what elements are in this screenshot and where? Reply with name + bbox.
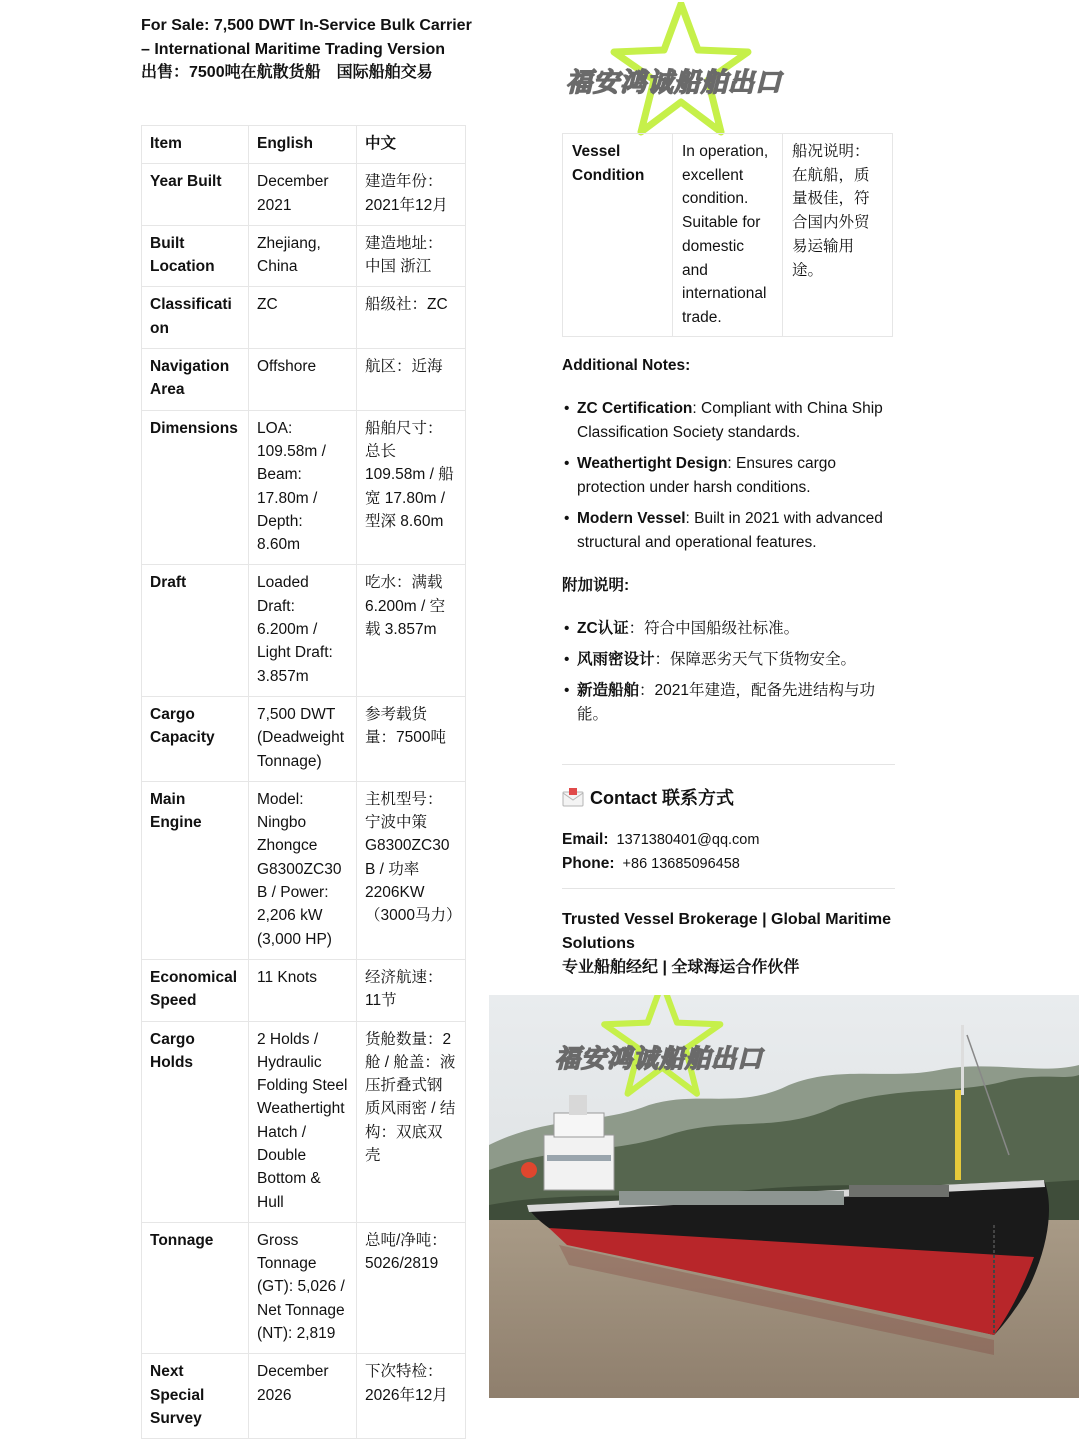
title-line-1: For Sale: 7,500 DWT In-Service Bulk Carrier (141, 17, 472, 34)
spec-item-cell: Cargo Capacity (142, 696, 249, 781)
phone-label: Phone: (562, 855, 615, 872)
spec-english-cell: 2 Holds / Hydraulic Folding Steel Weathertight Hatch / Double Bottom & Hull (249, 1021, 357, 1222)
table-row (142, 410, 466, 565)
contact-heading (562, 784, 734, 810)
spec-chinese-cell: 船级社：ZC (357, 287, 466, 349)
spec-english-cell: 11 Knots (249, 959, 357, 1021)
spec-chinese-cell: 航区：近海 (357, 349, 466, 411)
note-label: Modern Vessel (577, 510, 686, 527)
note-label: ZC Certification (577, 400, 693, 417)
watermark-text: 福安鸿诚船舶出口 (566, 68, 783, 98)
title-line-3: 出售：7500吨在航散货船 国际船舶交易 (141, 64, 433, 81)
spec-item-cell: Cargo Holds (142, 1021, 249, 1222)
contact-title: Contact 联系方式 (590, 788, 734, 808)
note-text: : Compliant with China Ship Classification Society standards. (577, 400, 883, 441)
email-link[interactable]: 1371380401@qq.com (616, 832, 760, 848)
page-title (141, 14, 481, 85)
spec-chinese-cell: 船舶尺寸：总长 109.58m / 船宽 17.80m / 型深 8.60m (357, 410, 466, 565)
divider (562, 764, 895, 765)
header-item: Item (142, 126, 249, 164)
spec-item-cell: Main Engine (142, 781, 249, 959)
email-label: Email: (562, 831, 609, 848)
additional-notes-zh (562, 574, 897, 734)
phone-line (562, 855, 740, 873)
list-item (562, 679, 897, 727)
footer-line-2: 专业船舶经纪 | 全球海运合作伙伴 (562, 959, 800, 976)
phone-link[interactable]: +86 13685096458 (622, 856, 740, 872)
footer-tagline (562, 908, 897, 980)
header-chinese: 中文 (357, 126, 466, 164)
note-text: : Built in 2021 with advanced structural and operational features. (577, 510, 883, 551)
spec-english-cell: Offshore (249, 349, 357, 411)
spec-item-cell: Year Built (142, 164, 249, 226)
spec-item-cell: Navigation Area (142, 349, 249, 411)
spec-item-cell: Dimensions (142, 410, 249, 565)
photo-watermark-text: 福安鸿诚船舶出口 (555, 1044, 764, 1073)
note-text: ：保障恶劣天气下货物安全。 (654, 651, 857, 668)
note-label: 新造船舶 (577, 682, 640, 699)
ship-photo (489, 995, 1079, 1398)
spec-item-cell: Built Location (142, 225, 249, 287)
spec-english-cell: Zhejiang, China (249, 225, 357, 287)
table-row (142, 349, 466, 411)
spec-english-cell: LOA: 109.58m / Beam: 17.80m / Depth: 8.60m (249, 410, 357, 565)
email-line (562, 831, 759, 849)
header-english: English (249, 126, 357, 164)
table-row (142, 1021, 466, 1222)
list-item (562, 507, 897, 555)
notes-zh-heading: 附加说明: (562, 577, 630, 594)
condition-item: Vessel Condition (563, 134, 673, 337)
notes-list (562, 397, 897, 555)
spec-chinese-cell: 总吨/净吨：5026/2819 (357, 1222, 466, 1353)
spec-english-cell: December 2026 (249, 1354, 357, 1439)
spec-chinese-cell: 建造地址：中国 浙江 (357, 225, 466, 287)
note-label: ZC认证 (577, 620, 629, 637)
spec-table (141, 125, 466, 1439)
note-text: : Ensures cargo protection under harsh conditions. (577, 455, 836, 496)
list-item (562, 397, 897, 445)
table-row (142, 959, 466, 1021)
spec-item-cell: Economical Speed (142, 959, 249, 1021)
table-row (142, 1354, 466, 1439)
spec-chinese-cell: 吃水：满载 6.200m / 空载 3.857m (357, 565, 466, 696)
table-row (142, 225, 466, 287)
table-row (142, 1222, 466, 1353)
spec-item-cell: Classification (142, 287, 249, 349)
list-item (562, 452, 897, 500)
table-row (142, 696, 466, 781)
spec-chinese-cell: 经济航速：11节 (357, 959, 466, 1021)
spec-english-cell: ZC (249, 287, 357, 349)
notes-heading: Additional Notes: (562, 357, 691, 374)
spec-chinese-cell: 建造年份：2021年12月 (357, 164, 466, 226)
envelope-icon (562, 787, 584, 807)
divider (562, 888, 895, 889)
note-label: Weathertight Design (577, 455, 728, 472)
spec-chinese-cell: 参考载货量：7500吨 (357, 696, 466, 781)
spec-item-cell: Draft (142, 565, 249, 696)
spec-chinese-cell: 货舱数量：2舱 / 舱盖：液压折叠式钢质风雨密 / 结构：双底双壳 (357, 1021, 466, 1222)
note-label: 风雨密设计 (577, 651, 655, 668)
list-item (562, 648, 897, 672)
note-text: ：2021年建造，配备先进结构与功能。 (577, 682, 875, 723)
spec-english-cell: Model: Ningbo Zhongce G8300ZC30B / Power: 2,206 kW (3,000 HP) (249, 781, 357, 959)
condition-chinese: 船况说明：在航船，质量极佳，符合国内外贸易运输用途。 (783, 134, 893, 337)
additional-notes (562, 354, 897, 562)
spec-english-cell: 7,500 DWT (Deadweight Tonnage) (249, 696, 357, 781)
table-row (142, 287, 466, 349)
spec-chinese-cell: 下次特检：2026年12月 (357, 1354, 466, 1439)
table-row (142, 781, 466, 959)
table-row (142, 164, 466, 226)
note-text: ：符合中国船级社标准。 (628, 620, 800, 637)
spec-item-cell: Next Special Survey (142, 1354, 249, 1439)
title-line-2: – International Maritime Trading Version (141, 40, 446, 58)
spec-english-cell: Loaded Draft: 6.200m / Light Draft: 3.857m (249, 565, 357, 696)
footer-line-1: Trusted Vessel Brokerage | Global Maritime Solutions (562, 911, 892, 952)
table-row (563, 134, 893, 337)
table-row (142, 565, 466, 696)
notes-zh-list (562, 617, 897, 727)
spec-chinese-cell: 主机型号：宁波中策 G8300ZC30B / 功率 2206KW （3000马力） (357, 781, 466, 959)
spec-english-cell: December 2021 (249, 164, 357, 226)
spec-item-cell: Tonnage (142, 1222, 249, 1353)
condition-english: In operation, excellent condition. Suitable for domestic and international trade. (673, 134, 783, 337)
list-item (562, 617, 897, 641)
condition-table (562, 133, 893, 337)
table-header-row (142, 126, 466, 164)
spec-english-cell: Gross Tonnage (GT): 5,026 / Net Tonnage (NT): 2,819 (249, 1222, 357, 1353)
